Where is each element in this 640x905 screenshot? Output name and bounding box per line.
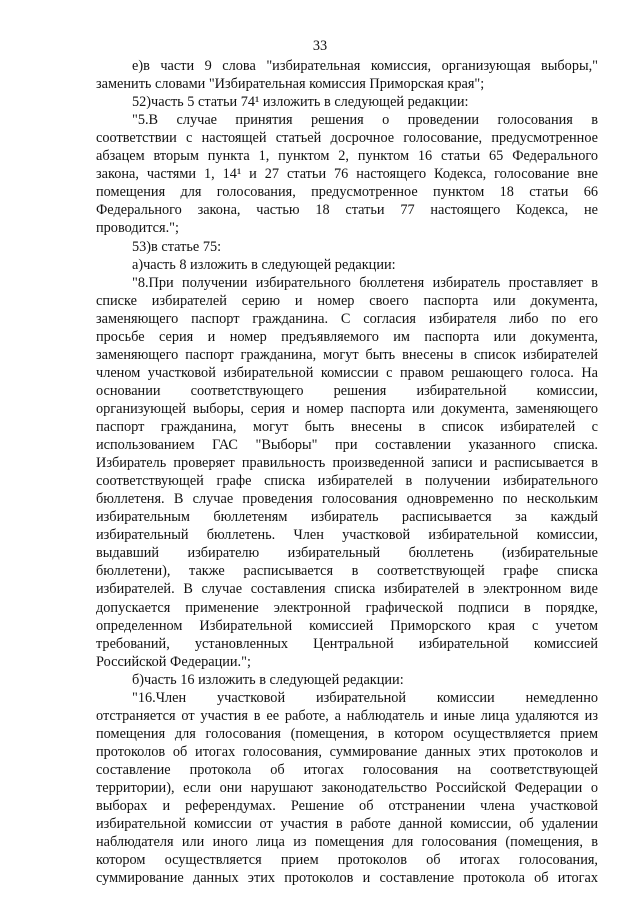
- text-line: наблюдателя или иного лица из помещения для голосования (помещения, в: [96, 834, 598, 851]
- text-line: Избиратель проверяет правильность произведенной записи и расписывается в: [96, 455, 598, 472]
- text-line: паспорт гражданина, могут быть внесены в список избирателей с: [96, 419, 598, 435]
- text-line: а)часть 8 изложить в следующей редакции:: [132, 256, 396, 273]
- text-line: избирательной комиссии от участия в работе данной комиссии, об удалении: [96, 816, 598, 833]
- text-line: допускается применение электронной графической подписи в порядке,: [96, 599, 598, 616]
- text-line: помещения для голосования, предусмотренное пунктом 18 статьи 66: [96, 184, 598, 201]
- text-line: помещения для голосования (помещения, в котором осуществляется прием: [96, 725, 598, 742]
- text-line: 53)в статье 75:: [132, 238, 222, 255]
- text-line: территории), если они нарушают законодательство Российской Федерации о: [96, 780, 598, 796]
- text-line: соответствующей графе списка избирателей в получении избирательного: [96, 473, 598, 490]
- text-line: заменяющего паспорт гражданина. С согласия избирателя либо по его: [96, 310, 598, 327]
- text-line: Российской Федерации.";: [96, 653, 251, 670]
- text-line: отстраняется от участия в ее работе, а наблюдатель и иные лица удаляются из: [96, 707, 598, 724]
- text-line: проводится.";: [96, 220, 179, 237]
- text-line: выдавший избирателю избирательный бюллетень (избирательные: [96, 545, 598, 562]
- text-line: е)в части 9 слова "избирательная комиссия, организующая выборы,": [132, 58, 598, 74]
- text-line: просьбе серия и номер предъявляемого им паспорта или документа,: [96, 328, 598, 345]
- text-line: "8.При получении избирательного бюллетеня избиратель проставляет в: [132, 274, 598, 291]
- text-line: избирательным бюллетеням избиратель расписывается за каждый: [96, 509, 598, 526]
- text-line: составление протокола об итогах голосования на соответствующей: [96, 761, 598, 778]
- text-line: "5.В случае принятия решения о проведении голосования в: [132, 112, 598, 129]
- text-line: Федерального закона, частью 18 статьи 77 настоящего Кодекса, не: [96, 202, 598, 219]
- text-line: выборах и референдумах. Решение об отстранении члена участковой: [96, 798, 598, 815]
- text-line: соответствии с настоящей статьей досрочное голосование, предусмотренное: [96, 130, 598, 147]
- text-line: использованием ГАС "Выборы" при составлении указанного списка.: [96, 437, 598, 454]
- text-line: протоколов об итогах голосования, суммирование данных этих протоколов и: [96, 743, 598, 760]
- text-line: избирателей. В случае составления списка избирателей в электронном виде: [96, 581, 598, 598]
- text-line: избирательный бюллетень. Член участковой избирательной комиссии,: [96, 527, 598, 544]
- text-line: бюллетеня. В случае проведения голосования одновременно по нескольким: [96, 491, 598, 508]
- text-line: 52)часть 5 статьи 74¹ изложить в следующей редакции:: [132, 94, 469, 111]
- text-line: определенном Избирательной комиссией Приморского края с учетом: [96, 617, 598, 634]
- text-line: суммирование данных этих протоколов и составление протокола об итогах: [96, 870, 598, 887]
- text-line: бюллетени), также расписывается в соответствующей графе списка: [96, 563, 598, 580]
- text-line: требований, установленных Центральной избирательной комиссией: [96, 635, 598, 652]
- text-line: членом участковой избирательной комиссии с правом решающего голоса. На: [96, 364, 598, 381]
- text-line: заменяющего паспорт гражданина, могут быть внесены в список избирателей: [96, 346, 598, 363]
- text-line: списке избирателей серию и номер своего паспорта или документа,: [96, 292, 598, 309]
- text-line: абзацем вторым пункта 1, пунктом 2, пунктом 16 статьи 65 Федерального: [96, 148, 598, 165]
- text-line: "16.Член участковой избирательной комиссии немедленно: [132, 689, 598, 706]
- text-line: заменить словами "Избирательная комиссия Приморская края";: [96, 76, 485, 93]
- text-line: б)часть 16 изложить в следующей редакции:: [132, 671, 404, 688]
- page-number: 33: [312, 38, 328, 54]
- text-line: организующей выборы, серия и номер паспорта или документа, заменяющего: [96, 400, 598, 417]
- text-line: основании соответствующего решения избирательной комиссии,: [96, 382, 598, 399]
- text-line: котором осуществляется прием протоколов об итогах голосования,: [96, 852, 598, 869]
- text-line: закона, частями 1, 14¹ и 27 статьи 76 настоящего Кодекса, голосование вне: [96, 166, 598, 183]
